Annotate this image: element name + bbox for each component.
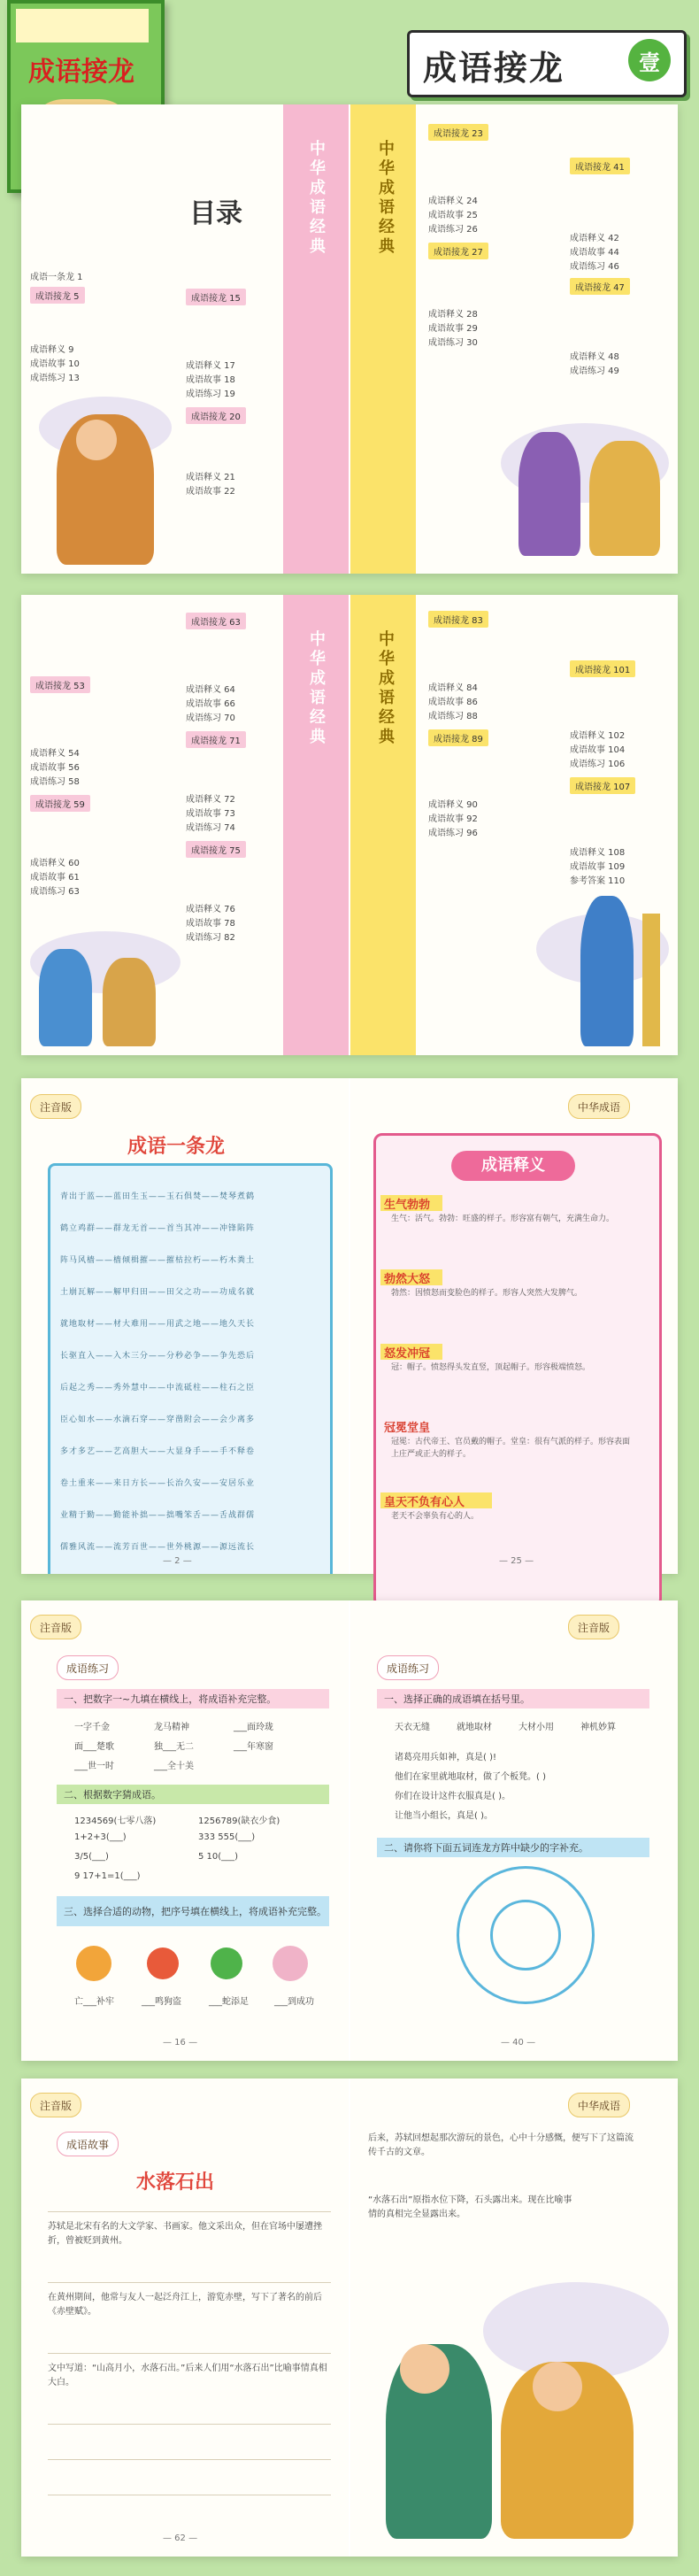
idiom-term: 怒发冲冠 <box>384 1347 431 1361</box>
toc-row[interactable]: 成语故事 104 <box>570 745 626 755</box>
toc-row[interactable]: 成语练习 63 <box>30 887 80 897</box>
question-bar: 三、选择合适的动物，把序号填在横线上，将成语补充完整。 <box>57 1896 329 1926</box>
toc-row[interactable]: 成语故事 109 <box>570 862 626 872</box>
toc-row[interactable]: 成语释义 21 <box>186 473 235 482</box>
story-left-page <box>21 2079 349 2557</box>
question-bar: 二、根据数字猜成语。 <box>57 1785 329 1804</box>
idiom-def: 生气：活气。勃勃：旺盛的样子。形容富有朝气，充满生命力。 <box>391 1215 615 1223</box>
fill-item[interactable]: 面___楚歌 <box>74 1742 114 1752</box>
dragon-left-page <box>21 1078 349 1574</box>
fill-item[interactable]: 1+2+3(___) <box>74 1832 127 1842</box>
toc-row[interactable]: 成语练习 106 <box>570 760 626 769</box>
banner-title: 成语接龙 <box>423 48 565 88</box>
toc-head[interactable]: 成语接龙 71 <box>186 731 246 748</box>
toc-row[interactable]: 成语释义 108 <box>570 848 626 858</box>
toc-head[interactable]: 成语接龙 15 <box>186 289 246 305</box>
toc-row[interactable]: 成语释义 9 <box>30 345 74 355</box>
toc-head[interactable]: 成语接龙 107 <box>570 777 635 794</box>
question-bar: 一、把数字一~九填在横线上，将成语补充完整。 <box>57 1689 329 1708</box>
toc-head[interactable]: 成语接龙 59 <box>30 795 90 812</box>
toc-row[interactable]: 成语练习 13 <box>30 374 80 383</box>
toc-row[interactable]: 成语释义 64 <box>186 685 235 695</box>
fill-item[interactable]: 独___无二 <box>154 1742 194 1752</box>
story-spread <box>21 2079 678 2557</box>
strip-title: 中华成语经典 <box>307 630 326 747</box>
toc-row[interactable]: 成语故事 22 <box>186 487 235 497</box>
toc-row[interactable]: 成语释义 72 <box>186 795 235 805</box>
strip-title: 中华成语经典 <box>376 630 395 747</box>
story-title: 水落石出 <box>136 2171 215 2194</box>
option: 大材小用 <box>518 1723 554 1732</box>
toc-row[interactable]: 成语释义 60 <box>30 859 80 868</box>
toc-heading: 目录 <box>189 198 242 229</box>
toc-row[interactable]: 成语故事 73 <box>186 809 235 819</box>
toc-row[interactable]: 成语练习 19 <box>186 389 235 399</box>
story-paragraph: “水落石出”原指水位下降，石头露出来。现在比喻事情的真相完全显露出来。 <box>368 2195 572 2219</box>
section-tag: 中华成语 <box>568 2093 630 2117</box>
practice-left-page <box>21 1600 349 2061</box>
question-bar: 一、选择正确的成语填在括号里。 <box>377 1689 649 1708</box>
toc-row[interactable]: 成语释义 48 <box>570 352 619 362</box>
dragon-line: 鹤立鸡群——群龙无首——首当其冲——冲锋陷阵 <box>60 1224 256 1233</box>
figure-yellow <box>589 441 660 556</box>
page-number: — 25 — <box>499 1556 534 1566</box>
toc-row[interactable]: 成语练习 88 <box>428 712 478 721</box>
toc-row[interactable]: 成语故事 61 <box>30 873 80 883</box>
dragon-line: 多才多艺——艺高胆大——大显身手——手不释卷 <box>60 1447 256 1456</box>
section-tag: 注音版 <box>30 1615 81 1639</box>
section-tag: 注音版 <box>568 1615 619 1639</box>
dragon-title: 成语一条龙 <box>127 1135 226 1158</box>
dragon-line: 儒雅风流——流芳百世——世外桃源——源远流长 <box>60 1543 256 1552</box>
toc-head[interactable]: 成语接龙 63 <box>186 613 246 629</box>
toc-head[interactable]: 成语接龙 89 <box>428 729 488 746</box>
practice-spread <box>21 1600 678 2061</box>
toc-head[interactable]: 成语接龙 83 <box>428 611 488 628</box>
toc-row[interactable]: 成语故事 92 <box>428 814 478 824</box>
toc-row[interactable]: 成语一条龙 1 <box>30 273 83 282</box>
fill-item[interactable]: 1234569(七零八落) <box>74 1816 157 1826</box>
toc-head[interactable]: 成语接龙 5 <box>30 287 85 304</box>
toc-row[interactable]: 成语练习 30 <box>428 338 478 348</box>
option: 天衣无缝 <box>395 1723 430 1732</box>
idiom-term: 皇天不负有心人 <box>384 1496 465 1509</box>
toc-head[interactable]: 成语接龙 20 <box>186 407 246 424</box>
story-paragraph: 文中写道：“山高月小，水落石出。”后来人们用“水落石出”比喻事情真相大白。 <box>48 2364 327 2387</box>
option: 就地取材 <box>457 1723 492 1732</box>
toc-row[interactable]: 成语练习 58 <box>30 777 80 787</box>
story-paragraph: 后来，苏轼回想起那次游玩的景色，心中十分感慨，便写下了这篇流传千古的文章。 <box>368 2133 634 2157</box>
fill-item[interactable]: 1256789(缺衣少食) <box>198 1816 280 1826</box>
dragon-line: 土崩瓦解——解甲归田——田父之功——功成名就 <box>60 1288 256 1297</box>
dragon-line: 就地取材——材大难用——用武之地——地久天长 <box>60 1320 256 1329</box>
ruled-line <box>48 2424 331 2425</box>
toc2-left-page <box>21 595 349 1055</box>
fill-item[interactable]: 3/5(___) <box>74 1852 109 1862</box>
story-paragraph: 在黄州期间，他常与友人一起泛舟江上，游览赤壁，写下了著名的前后《赤壁赋》。 <box>48 2293 322 2317</box>
strip-title: 中华成语经典 <box>307 140 326 257</box>
toc-head[interactable]: 成语接龙 53 <box>30 676 90 693</box>
idiom-def: 老天不会辜负有心的人。 <box>391 1512 480 1521</box>
practice-right-page <box>350 1600 678 2061</box>
toc-head[interactable]: 成语接龙 41 <box>570 158 630 174</box>
fill-item[interactable]: ___全十美 <box>154 1762 194 1771</box>
practice-label: 成语练习 <box>57 1655 119 1680</box>
figure-face <box>400 2344 449 2394</box>
dragon-line: 阵马风樯——樯倾楫摧——摧枯拉朽——朽木粪土 <box>60 1256 256 1265</box>
toc-spread-1 <box>21 104 678 574</box>
fill-item[interactable]: 5 10(___) <box>198 1852 239 1862</box>
dragon-line: 业精于勤——勤能补拙——拙嘴笨舌——舌战群儒 <box>60 1511 256 1520</box>
dragon-line: 长驱直入——入木三分——分秒必争——争先恐后 <box>60 1352 256 1361</box>
toc-head[interactable]: 成语接龙 47 <box>570 278 630 295</box>
toc-row[interactable]: 成语释义 102 <box>570 731 626 741</box>
fill-item[interactable]: 你们在设计这件衣服真是( )。 <box>395 1792 511 1801</box>
toc-row[interactable]: 成语故事 18 <box>186 375 235 385</box>
toc-spread-2 <box>21 595 678 1055</box>
fill-item[interactable]: ___鸣狗盗 <box>142 1997 181 2007</box>
fill-item[interactable]: 他们在家里就地取材，做了个板凳。( ) <box>395 1772 546 1782</box>
section-tag: 注音版 <box>30 1094 81 1119</box>
toc-row[interactable]: 成语故事 78 <box>186 919 235 929</box>
pig-icon <box>273 1946 308 1981</box>
idiom-def: 勃然：因愤怒而变脸色的样子。形容人突然大发脾气。 <box>391 1289 583 1298</box>
dragon-line: 卷土重来——来日方长——长治久安——安居乐业 <box>60 1479 256 1488</box>
toc-row[interactable]: 成语释义 42 <box>570 234 619 243</box>
book-title: 成语接龙 <box>28 57 134 88</box>
page-number: — 62 — <box>163 2534 198 2543</box>
idiom-term: 冠冕堂皇 <box>384 1422 431 1435</box>
book-top-band <box>16 9 149 42</box>
practice-label: 成语练习 <box>377 1655 439 1680</box>
fill-item[interactable]: ___到成功 <box>274 1997 314 2007</box>
story-paragraph: 苏轼是北宋有名的大文学家、书画家。他文采出众，但在官场中屡遭挫折，曾被贬到黄州。 <box>48 2222 322 2246</box>
toc-row[interactable]: 成语释义 76 <box>186 905 235 914</box>
meaning-title: 成语释义 <box>451 1151 575 1181</box>
snake-icon <box>211 1947 242 1979</box>
toc-head[interactable]: 成语接龙 23 <box>428 124 488 141</box>
fill-item[interactable]: 诸葛亮用兵如神，真是( )! <box>395 1753 496 1762</box>
toc-row[interactable]: 参考答案 110 <box>570 876 626 886</box>
toc-row[interactable]: 成语故事 10 <box>30 359 80 369</box>
toc-head[interactable]: 成语接龙 101 <box>570 660 635 677</box>
banner-badge: 壹 <box>628 39 671 81</box>
toc-head[interactable]: 成语接龙 75 <box>186 841 246 858</box>
toc-row[interactable]: 成语释义 84 <box>428 683 478 693</box>
idiom-term: 生气勃勃 <box>384 1199 431 1212</box>
dragon-line: 青出于蓝——蓝田生玉——玉石俱焚——焚琴煮鹤 <box>60 1192 256 1201</box>
fill-item[interactable]: 让他当小组长，真是( )。 <box>395 1811 493 1821</box>
dragon-spread <box>21 1078 678 1574</box>
toc-row[interactable]: 成语释义 54 <box>30 749 80 759</box>
fill-item[interactable]: 333 555(___) <box>198 1832 256 1842</box>
question-bar: 二、请你将下面五词连龙方阵中缺少的字补充。 <box>377 1838 649 1857</box>
idiom-def: 冠：帽子。愤怒得头发直竖，顶起帽子。形容极端愤怒。 <box>391 1363 591 1372</box>
figure-blue <box>39 949 92 1046</box>
figure-face <box>533 2362 582 2411</box>
fill-item[interactable]: ___年寒窗 <box>234 1742 273 1752</box>
toc-row[interactable]: 成语练习 74 <box>186 823 235 833</box>
option: 神机妙算 <box>580 1723 616 1732</box>
ruled-line <box>48 2211 331 2212</box>
toc-head[interactable]: 成语接龙 27 <box>428 243 488 259</box>
toc-row[interactable]: 成语释义 90 <box>428 800 478 810</box>
toc-row[interactable]: 成语故事 56 <box>30 763 80 773</box>
toc-row[interactable]: 成语练习 49 <box>570 366 619 376</box>
toc1-right-page <box>350 104 678 574</box>
toc-row[interactable]: 成语释义 17 <box>186 361 235 371</box>
page-number: — 16 — <box>163 2038 198 2048</box>
page-number: — 2 — <box>163 1556 192 1566</box>
toc-row[interactable]: 成语练习 46 <box>570 262 619 272</box>
toc-row[interactable]: 成语故事 66 <box>186 699 235 709</box>
dragon-line: 臣心如水——水滴石穿——穿凿附会——会少离多 <box>60 1415 256 1424</box>
fill-item[interactable]: 亡___补牢 <box>74 1997 114 2007</box>
idiom-ring-inner <box>490 1900 561 1971</box>
toc-row[interactable]: 成语练习 96 <box>428 829 478 838</box>
idiom-term: 勃然大怒 <box>384 1273 431 1286</box>
toc-row[interactable]: 成语释义 24 <box>428 197 478 206</box>
page-number: — 40 — <box>501 2038 536 2048</box>
fill-item[interactable]: 一字千金 <box>74 1723 110 1732</box>
toc-row[interactable]: 成语释义 28 <box>428 310 478 320</box>
fill-item[interactable]: ___蛇添足 <box>209 1997 249 2007</box>
rooster-icon <box>147 1947 179 1979</box>
ruled-line <box>48 2353 331 2354</box>
story-right-page <box>350 2079 678 2557</box>
figure-purple <box>518 432 580 556</box>
toc1-left-page <box>21 104 349 574</box>
figure-orange <box>103 958 156 1046</box>
dragon-line: 后起之秀——秀外慧中——中流砥柱——柱石之臣 <box>60 1384 256 1392</box>
section-tag: 注音版 <box>30 2093 81 2117</box>
fill-item[interactable]: ___世一时 <box>74 1762 114 1771</box>
toc-row[interactable]: 成语故事 44 <box>570 248 619 258</box>
toc-row[interactable]: 成语练习 70 <box>186 713 235 723</box>
fill-item[interactable]: ___面玲珑 <box>234 1723 273 1732</box>
scholar-face <box>76 420 117 460</box>
toc2-right-page <box>350 595 678 1055</box>
figure-blue-robe <box>580 896 634 1046</box>
toc-row[interactable]: 成语练习 82 <box>186 933 235 943</box>
toc-row[interactable]: 成语故事 25 <box>428 211 478 220</box>
pillar <box>642 914 660 1046</box>
strip-title: 中华成语经典 <box>376 140 395 257</box>
ruled-line <box>48 2459 331 2460</box>
fill-item[interactable]: 9 17+1=1(___) <box>74 1871 141 1881</box>
ruled-line <box>48 2282 331 2283</box>
toc-row[interactable]: 成语故事 29 <box>428 324 478 334</box>
story-label: 成语故事 <box>57 2132 119 2156</box>
section-tag: 中华成语 <box>568 1094 630 1119</box>
tiger-icon <box>76 1946 111 1981</box>
toc-row[interactable]: 成语故事 86 <box>428 698 478 707</box>
toc-row[interactable]: 成语练习 26 <box>428 225 478 235</box>
fill-item[interactable]: 龙马精神 <box>154 1723 189 1732</box>
idiom-def: 冠冕：古代帝王、官员戴的帽子。堂皇：很有气派的样子。形容表面上庄严或正大的样子。 <box>391 1438 631 1459</box>
